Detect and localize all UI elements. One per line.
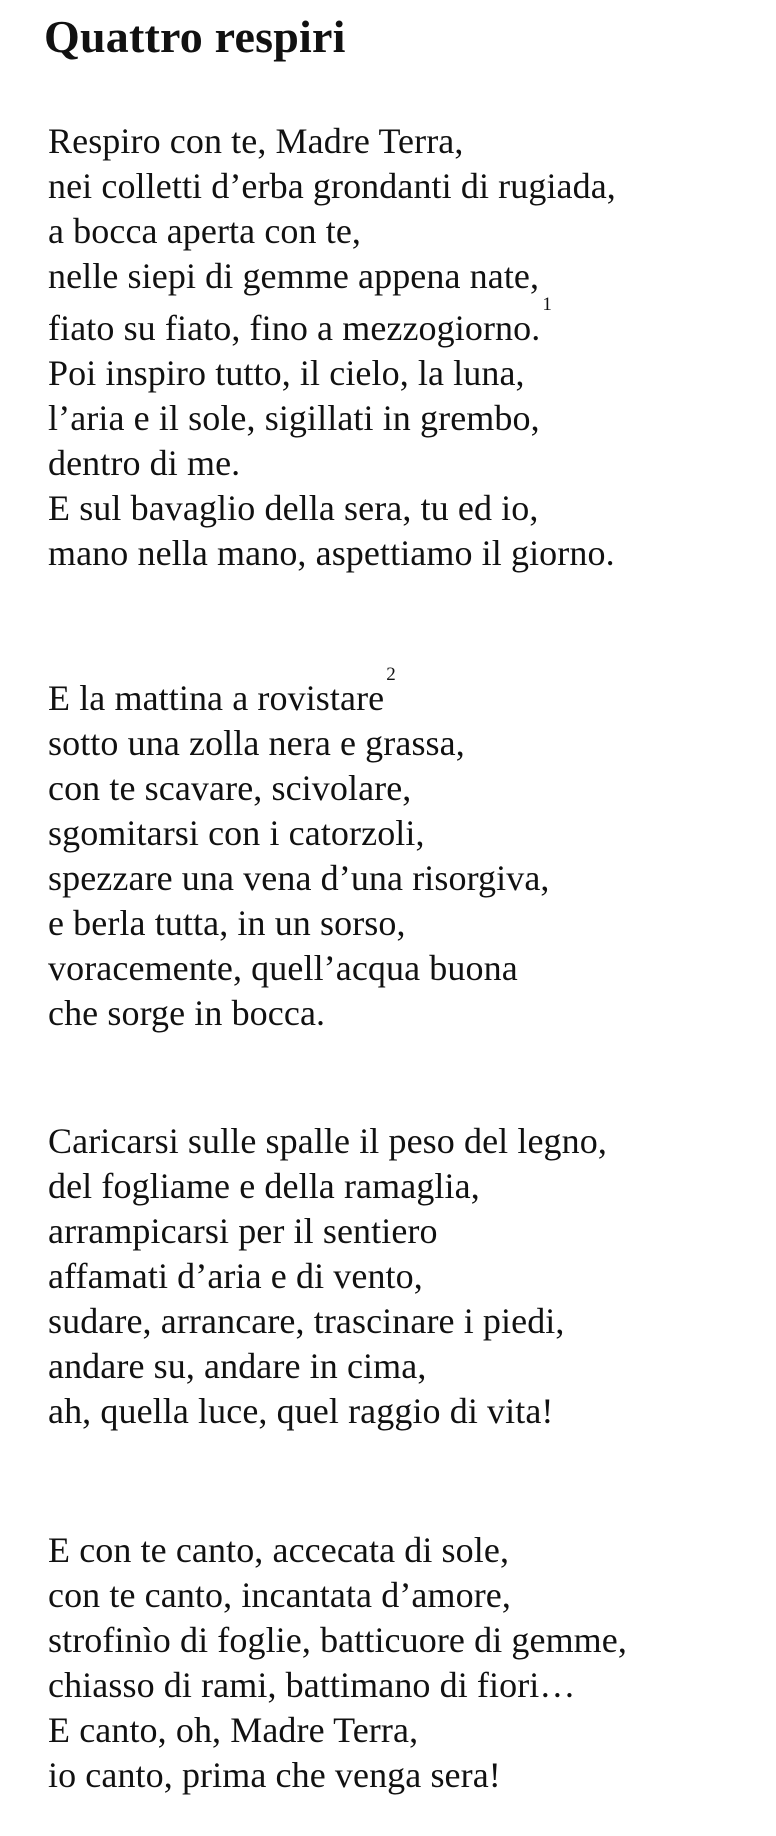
poem-line	[48, 721, 550, 766]
poem-line-text: che sorge in bocca.	[48, 993, 326, 1033]
poem-line-text: arrampicarsi per il sentiero	[48, 1211, 438, 1251]
poem-line-text: sgomitarsi con i catorzoli,	[48, 813, 425, 853]
poem-line-text: a bocca aperta con te,	[48, 211, 361, 251]
poem-line	[48, 1618, 627, 1663]
poem-line	[48, 766, 550, 811]
poem-line	[48, 1389, 607, 1434]
poem-line	[48, 1119, 607, 1164]
poem-line	[48, 991, 550, 1036]
poem-line-text: del fogliame e della ramaglia,	[48, 1166, 480, 1206]
poem-line	[48, 1528, 627, 1573]
poem-line	[48, 664, 550, 721]
poem-line-text: spezzare una vena d’una risorgiva,	[48, 858, 550, 898]
poem-line-text: nei colletti d’erba grondanti di rugiada,	[48, 166, 616, 206]
poem-line	[48, 119, 616, 164]
poem-line-text: con te scavare, scivolare,	[48, 768, 412, 808]
poem-line	[48, 1254, 607, 1299]
footnote-marker: 2	[386, 664, 396, 685]
stanza-2	[48, 664, 550, 1036]
poem-line	[48, 1753, 627, 1798]
poem-line-text: E canto, oh, Madre Terra,	[48, 1710, 419, 1750]
poem-line	[48, 1299, 607, 1344]
poem-line	[48, 1164, 607, 1209]
poem-line-text: fiato su fiato, fino a mezzogiorno.	[48, 308, 541, 348]
poem-line-text: voracemente, quell’acqua buona	[48, 948, 518, 988]
poem-line	[48, 254, 616, 299]
poem-line	[48, 351, 616, 396]
poem-line-text: ah, quella luce, quel raggio di vita!	[48, 1391, 554, 1431]
stanza-1	[48, 119, 616, 576]
poem-line-text: strofinìo di foglie, batticuore di gemme,	[48, 1620, 627, 1660]
poem-line-text: e berla tutta, in un sorso,	[48, 903, 406, 943]
poem-line-text: io canto, prima che venga sera!	[48, 1755, 501, 1795]
stanza-3	[48, 1119, 607, 1434]
poem-line	[48, 209, 616, 254]
poem-line-text: nelle siepi di gemme appena nate,	[48, 256, 540, 296]
poem-line	[48, 1209, 607, 1254]
poem-line	[48, 856, 550, 901]
poem-line-text: andare su, andare in cima,	[48, 1346, 427, 1386]
poem-line	[48, 164, 616, 209]
poem-line-text: Respiro con te, Madre Terra,	[48, 121, 464, 161]
footnote-marker: 1	[542, 294, 552, 315]
poem-line	[48, 901, 550, 946]
poem-line-text: Poi inspiro tutto, il cielo, la luna,	[48, 353, 525, 393]
poem-line-text: E con te canto, accecata di sole,	[48, 1530, 510, 1570]
poem-line-text: Caricarsi sulle spalle il peso del legno,	[48, 1121, 607, 1161]
poem-line-text: E la mattina a rovistare	[48, 678, 385, 718]
poem-line	[48, 1663, 627, 1708]
poem-line	[48, 1344, 607, 1389]
poem-line-text: sotto una zolla nera e grassa,	[48, 723, 465, 763]
poem-title: Quattro respiri	[44, 11, 346, 62]
poem-line-text: affamati d’aria e di vento,	[48, 1256, 423, 1296]
poem-line	[48, 1708, 627, 1753]
poem-line	[48, 486, 616, 531]
poem-line-text: chiasso di rami, battimano di fiori…	[48, 1665, 576, 1705]
poem-line	[48, 1573, 627, 1618]
poem-line-text: con te canto, incantata d’amore,	[48, 1575, 511, 1615]
poem-line	[48, 294, 616, 351]
poem-line-text: mano nella mano, aspettiamo il giorno.	[48, 533, 615, 573]
poem-line-text: dentro di me.	[48, 443, 241, 483]
poem-line	[48, 531, 616, 576]
poem-line	[48, 946, 550, 991]
poem-line-text: E sul bavaglio della sera, tu ed io,	[48, 488, 539, 528]
poem-line-text: sudare, arrancare, trascinare i piedi,	[48, 1301, 565, 1341]
stanza-4	[48, 1528, 627, 1798]
poem-line-text: l’aria e il sole, sigillati in grembo,	[48, 398, 540, 438]
poem-line	[48, 441, 616, 486]
poem-line	[48, 396, 616, 441]
poem-line	[48, 811, 550, 856]
